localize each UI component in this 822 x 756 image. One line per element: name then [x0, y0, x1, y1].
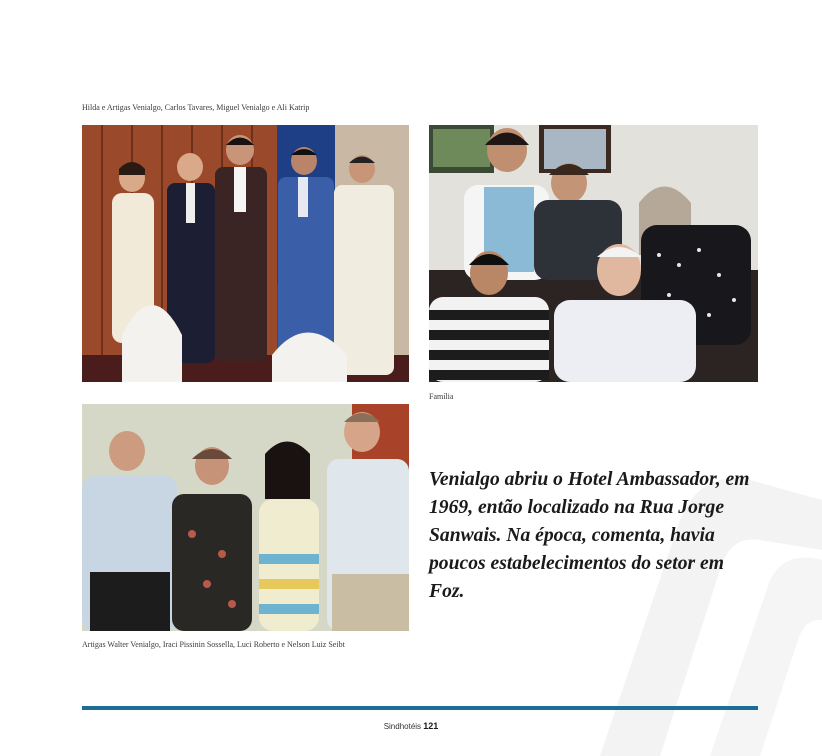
group-photo-four-people [82, 404, 409, 631]
family-photo [429, 125, 758, 382]
group-photo-five-people [82, 125, 409, 382]
pull-quote: Venialgo abriu o Hotel Ambassador, em 1969, então localizado na Rua Jorge Sanwais. Na época, comenta, havia poucos estabelecimentos do setor em Foz. [429, 469, 750, 602]
page-footer [0, 721, 822, 731]
photo-caption-family: Família [429, 392, 454, 401]
publication-name: Sindhotéis [383, 722, 422, 731]
photo-caption-four: Artigas Walter Venialgo, Iraci Pissinin Sossella, Luci Roberto e Nelson Luiz Seibt [82, 640, 345, 649]
footer-rule [82, 706, 758, 710]
page-number: 121 [423, 721, 439, 731]
photo-caption-group: Hilda e Artigas Venialgo, Carlos Tavares, Miguel Venialgo e Ali Katrip [82, 103, 310, 112]
